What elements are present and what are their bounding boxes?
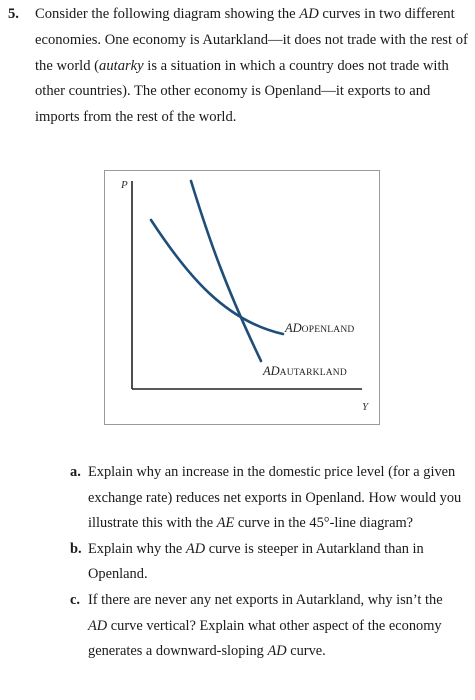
part-text-segment: curve is steeper in Autarkland than in Openland. <box>88 540 424 583</box>
ad-openland-label-sub: OPENLAND <box>301 325 355 335</box>
ad-openland-label <box>285 321 354 336</box>
question-row <box>8 2 468 131</box>
part-text <box>88 537 465 588</box>
question-number: 5. <box>8 6 19 22</box>
diagram-svg <box>105 171 381 426</box>
ad-autarkland-label <box>263 364 347 379</box>
part-b <box>70 537 465 588</box>
question-parts <box>70 460 465 665</box>
part-text-segment: curve. <box>286 643 326 660</box>
part-letter: a. <box>70 464 81 480</box>
part-c <box>70 588 465 665</box>
part-letter: b. <box>70 540 82 557</box>
part-text-ad: AD <box>185 540 206 557</box>
ad-openland-label-main: AD <box>285 321 302 335</box>
part-letter: c. <box>70 591 80 608</box>
question-text <box>35 2 468 131</box>
question-text-segment: is a situation in which a country does not trade with other countries). The other economy is Openland—it exports to and imports from the rest of the world. <box>35 57 449 126</box>
part-text-ad: AD <box>88 617 108 634</box>
ad-autarkland-curve <box>191 181 261 361</box>
part-text-segment: curve vertical? Explain what other aspect of the economy generates a downward-sloping <box>88 617 442 660</box>
output-axis-label: Y <box>362 401 369 413</box>
question-5 <box>8 2 468 131</box>
ad-openland-curve <box>151 220 283 334</box>
question-text-segment: Consider the following diagram showing the <box>35 6 300 22</box>
part-text-segment: Explain why the <box>88 540 186 557</box>
ad-autarkland-label-main: AD <box>263 364 280 378</box>
price-axis-label: P <box>121 179 128 191</box>
part-text-ae: AE <box>216 515 235 532</box>
part-text-segment: If there are never any net exports in Autarkland, why isn’t the <box>88 591 443 608</box>
part-a <box>70 460 465 537</box>
question-text-ad: AD <box>299 6 319 22</box>
question-text-segment: curves in two different economies. One economy is Autarkland—it does not trade with the rest of the world ( <box>35 6 468 74</box>
part-text-segment: Explain why an increase in the domestic price level (for a given exchange rate) reduces net exports in Openland. How would you illustrate this with the <box>88 464 462 532</box>
part-text <box>88 588 465 665</box>
question-text-autarky: autarky <box>99 57 144 74</box>
part-text-segment: curve in the 45°-line diagram? <box>234 515 414 532</box>
ad-autarkland-label-sub: AUTARKLAND <box>279 368 347 378</box>
part-text <box>88 460 465 537</box>
part-text-ad: AD <box>267 643 287 660</box>
ad-curves-diagram <box>104 170 380 425</box>
